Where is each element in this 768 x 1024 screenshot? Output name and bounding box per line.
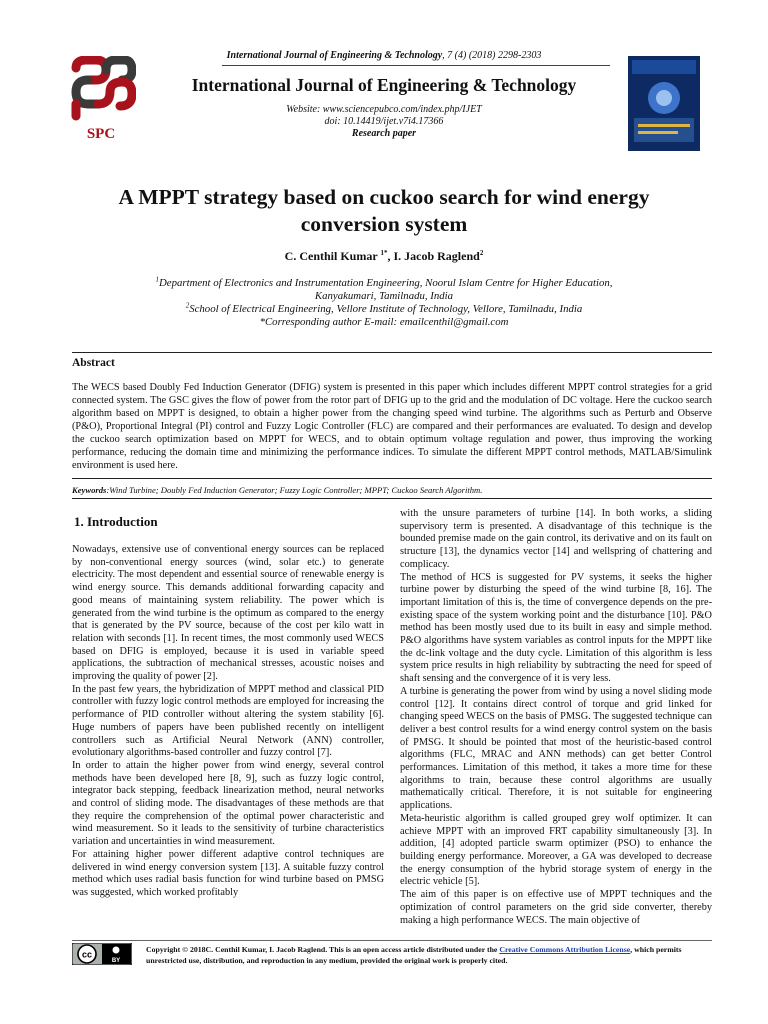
- abstract-heading: Abstract: [72, 357, 115, 369]
- intro-paragraph: In order to attain the higher power from wind energy, several control methods have been developed here [8, 9], such as fuzzy logic control, integrator back stepping, feedback linearization method, neural networks and control of sliding mode. The disadvantages of these methods are that they require the comprehension of the optimal power characteristic and wind measurement. So it leads to the sensitivity of turbine characteristics variation and uncertainties in wind measurement.: [72, 759, 384, 848]
- intro-paragraph: Meta-heuristic algorithm is called grouped grey wolf optimizer. It can achieve MPPT with an improved FRT capability simultaneously [3]. In addition, [4] adopted particle swarm optimizer (PSO) to enhance the building energy performance. Moreover, a GA was developed to decrease the energy consumption of the hybrid storage system of energy in the electric vehicle [5].: [400, 812, 712, 888]
- logo-text: SPC: [86, 126, 116, 142]
- aff-1-text: Department of Electronics and Instrumentation Engineering, Noorul Islam Centre for Higher Education,: [158, 277, 613, 289]
- aff-1-sup: 1: [155, 275, 159, 284]
- copyright-text: Copyright © 2018C. Centhil Kumar, I. Jacob Raglend. This is an open access article distributed under the: [146, 945, 500, 954]
- abstract-bottom-rule: [72, 478, 712, 479]
- spc-logo: [66, 56, 136, 142]
- author-2: , I. Jacob Raglend: [387, 249, 480, 263]
- intro-right-column: [400, 508, 712, 942]
- affiliation-1-line1: [0, 277, 768, 290]
- keywords: [72, 485, 712, 495]
- aff-2-text: School of Electrical Engineering, Vellore Institute of Technology, Vellore, Tamilnadu, India: [189, 303, 583, 315]
- journal-citation-volume: , 7 (4) (2018) 2298-2303: [442, 50, 542, 61]
- paper-type: Research paper: [351, 128, 417, 139]
- affiliation-1-line2: Kanyakumari, Tamilnadu, India: [314, 290, 454, 302]
- journal-title: International Journal of Engineering & Technology: [191, 75, 577, 95]
- aff-2-sup: 2: [185, 301, 190, 310]
- intro-paragraph: The method of HCS is suggested for PV systems, it seeks the higher turbine power by disturbing the speed of the wind turbine [8, 16]. The important limitation of this is, the time of convergence depends on the pre-existing space of the system working point and the disturbance [10]. P&O method has been mostly used due to its built in easy and simple method. P&O algorithms have system variables as control inputs for the MPPT like the dc-link voltage and the duty cycle. Limitation of this algorithm is less system price results in high reliability by subtracting the need for speed of shaft sensing and the convergence of it is very less.: [400, 571, 712, 685]
- cc-license-icon: [72, 943, 132, 965]
- paper-title: [40, 184, 728, 238]
- footer-copyright: [146, 944, 712, 966]
- affiliation-2: [0, 303, 768, 316]
- intro-paragraph: In the past few years, the hybridization of MPPT method and classical PID controller with fuzzy logic control methods are employed for increasing the performance of PID controller without altering the system stability [6]. Huge numbers of papers have been published recently on intelligent controllers such as Artificial Neural Network (ANN) controller, evolutionary algorithms-based controller and fuzzy control [7].: [72, 683, 384, 759]
- keywords-label: Keywords: [72, 485, 107, 495]
- footer-rule: [72, 940, 712, 941]
- header-rule: [222, 65, 610, 66]
- abstract-top-rule: [72, 352, 712, 353]
- author-2-sup: 2: [479, 249, 484, 257]
- section-heading-introduction: 1. Introduction: [74, 514, 158, 529]
- journal-doi[interactable]: doi: 10.14419/ijet.v7i4.17366: [324, 116, 444, 127]
- author-1: C. Centhil Kumar: [284, 249, 381, 263]
- abstract-text: The WECS based Doubly Fed Induction Generator (DFIG) system is presented in this paper which includes different MPPT control strategies for a grid connected system. The GSC gives the flow of power from the rotor part of DFIG up to the grid and the modulation of DC voltage. Here the cuckoo search algorithm based on MPPT is designed, to obtain a higher power from the changing speed wind turbine. The algorithms such as Perturb and Observe (P&O), Proportional Integral (PI) control and Fuzzy Logic Controller (FLC) are compared and their performances are evaluated. To design and develop the cuckoo search optimization based on MPPT for WECS, and to obtain optimum voltage regulation and power, thus improving the working performance, reducing the domain time and minimizing the performance indices. To simulate the different MPPT control methods, MATLAB/Simulink environment is used here.: [72, 382, 712, 471]
- svg-text:cc: cc: [81, 949, 93, 960]
- intro-paragraph: with the unsure parameters of turbine [14]. In both works, a sliding supervisory term is presented. A disadvantage of this technique is the bounded premise made on the gain control, its derivative and on its fault on structure [13], the dynamics vector [14] and wellspring of chattering and complicacy.: [400, 508, 712, 570]
- copyright-rest: , which permits unrestricted use, distribution, and reproduction in any medium, provided the original work is properly cited.: [146, 945, 682, 965]
- intro-paragraph: For attaining higher power different adaptive control techniques are delivered in wind energy conversion system [13]. A suitable fuzzy control method which uses radial basis function for wind turbine based on PMSG was suggested, which worked profitably: [72, 848, 384, 898]
- intro-paragraph: A turbine is generating the power from wind by using a novel sliding mode control [12]. It contains direct control of torque and grid linked for changing speed WECS on the basis of PMSG. The suggested technique can deliver a best control results for a wind energy control system on the basis of PMSG. It should be pointed that most of the heuristic-based control algorithms (FLC, MRAC and ANN methods) can get better Control performances. Limitation of this method, it takes a more time for these algorithms to train, because these control algorithms are usually mathematically critical. Therefore, it is not suitable for engineering applications.: [400, 685, 712, 812]
- journal-website[interactable]: Website: www.sciencepubco.com/index.php/IJET: [286, 104, 482, 115]
- cc-badge-text: BY: [111, 958, 121, 964]
- authors: [0, 249, 768, 264]
- keywords-text: :Wind Turbine; Doubly Fed Induction Generator; Fuzzy Logic Controller; MPPT; Cuckoo Search Algorithm.: [106, 485, 483, 495]
- paper-title-line2: conversion system: [300, 212, 468, 236]
- corresponding-author[interactable]: *Corresponding author E-mail: emailcenthil@gmail.com: [259, 316, 509, 328]
- license-link[interactable]: Creative Commons Attribution License: [499, 945, 631, 954]
- intro-left-column: [72, 544, 384, 942]
- intro-paragraph: Nowadays, extensive use of conventional energy sources can be replaced by non-conventional energy sources (wind, solar etc.) to generate electricity. The most dependent and essential source of renewable energy is wind energy source. This demands additional forwarding capacity and good means of maintaining system reliability. The power which is generated from the wind turbine is the optimum as compared to the energy that is generated by the PV source, because of the cost per kilo watt in relation with seconds [1]. In recent times, the most commonly used WECS based on DFIG is employed, because it is used in variable speed applications, the subtraction of mechanical stresses, acoustic noises and improving the quality of power [2].: [72, 544, 384, 683]
- journal-citation-name: International Journal of Engineering & Technology: [226, 50, 443, 61]
- paper-title-line1: A MPPT strategy based on cuckoo search for wind energy: [118, 185, 650, 209]
- intro-paragraph: The aim of this paper is on effective use of MPPT techniques and the optimization of control parameters on the grid side converter, thereby making a high performance WECS. The main objective of: [400, 889, 712, 926]
- keywords-bottom-rule: [72, 498, 712, 499]
- author-1-sup: 1*: [380, 249, 388, 257]
- journal-cover-image: [628, 56, 700, 151]
